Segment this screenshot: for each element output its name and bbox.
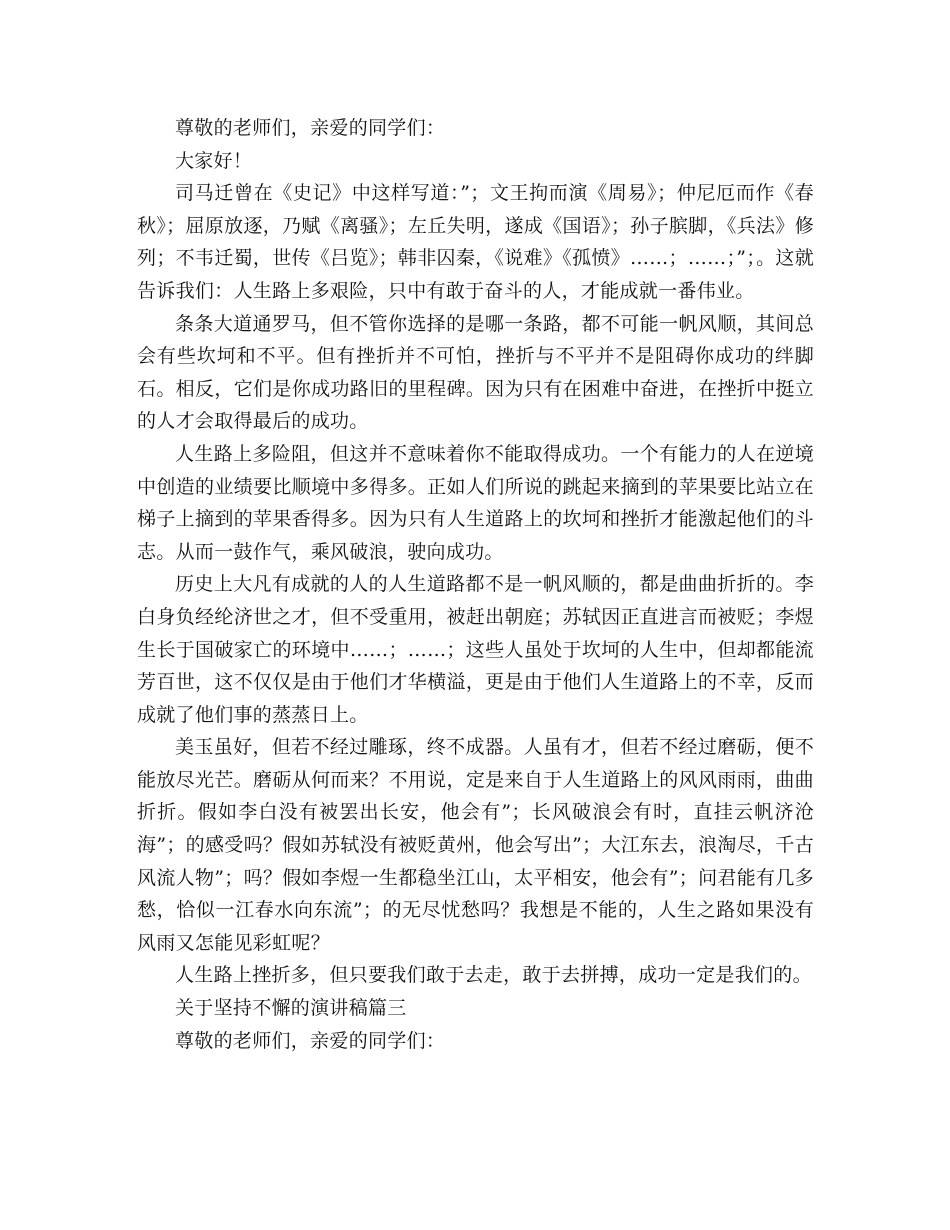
speech-text-body (137, 112, 814, 1057)
salutation-line: 大家好！ (175, 149, 253, 172)
greeting-line: 尊敬的老师们，亲爱的同学们： (175, 117, 446, 139)
body-paragraph: 人生路上挫折多，但只要我们敢于去走，敢于去拼搏，成功一定是我们的。 (175, 964, 812, 987)
body-paragraph: 人生路上多险阻，但这并不意味着你不能取得成功。一个有能力的人在逆境中创造的业绩要比顺境中多得多。正如人们所说的跳起来摘到的苹果要比站立在梯子上摘到的苹果香得多。因为只有人生道路上的坎坷和挫折才能激起他们的斗志。从而一鼓作气，乘风破浪，驶向成功。 (137, 442, 814, 563)
body-paragraph: 司马迁曾在《史记》中这样写道：”；文王拘而演《周易》；仲尼厄而作《春秋》；屈原放逐，乃赋《离骚》；左丘失明，遂成《国语》；孙子膑脚，《兵法》修列；不韦迁蜀，世传《吕览》；韩非囚秦，《说难》《孤愤》……；……；”；。这就告诉我们：人生路上多艰险，只中有敢于奋斗的人，才能成就一番伟业。 (137, 182, 814, 302)
greeting-line: 尊敬的老师们，亲爱的同学们： (175, 1029, 446, 1052)
body-paragraph: 条条大道通罗马，但不管你选择的是哪一条路，都不可能一帆风顺，其间总会有些坎坷和不平。但有挫折并不可怕，挫折与不平并不是阻碍你成功的绊脚石。相反，它们是你成功路旧的里程碑。因为只有在困难中奋进，在挫折中挺立的人才会取得最后的成功。 (137, 312, 814, 433)
body-paragraph: 美玉虽好，但若不经过雕琢，终不成器。人虽有才，但若不经过磨砺，便不能放尽光芒。磨砺从何而来？不用说，定是来自于人生道路上的风风雨雨，曲曲折折。假如李白没有被罢出长安，他会有”；长风破浪会有时，直挂云帆济沧海”；的感受吗？假如苏轼没有被贬黄州，他会写出”；大江东去，浪淘尽，千古风流人物”；吗？假如李煜一生都稳坐江山，太平相安，他会有”；问君能有几多愁，恰似一江春水向东流”；的无尽忧愁吗？我想是不能的，人生之路如果没有风雨又怎能见彩虹呢？ (137, 736, 814, 954)
body-paragraph: 历史上大凡有成就的人的人生道路都不是一帆风顺的，都是曲曲折折的。李白身负经纶济世之才，但不受重用，被赶出朝庭；苏轼因正直进言而被贬；李煜生长于国破家亡的环境中……；……；这些人虽处于坎坷的人生中，但却都能流芳百世，这不仅仅是由于他们才华横溢，更是由于他们人生道路上的不幸，反而成就了他们事的蒸蒸日上。 (137, 573, 814, 726)
section-heading: 关于坚持不懈的演讲稿篇三 (175, 997, 407, 1020)
